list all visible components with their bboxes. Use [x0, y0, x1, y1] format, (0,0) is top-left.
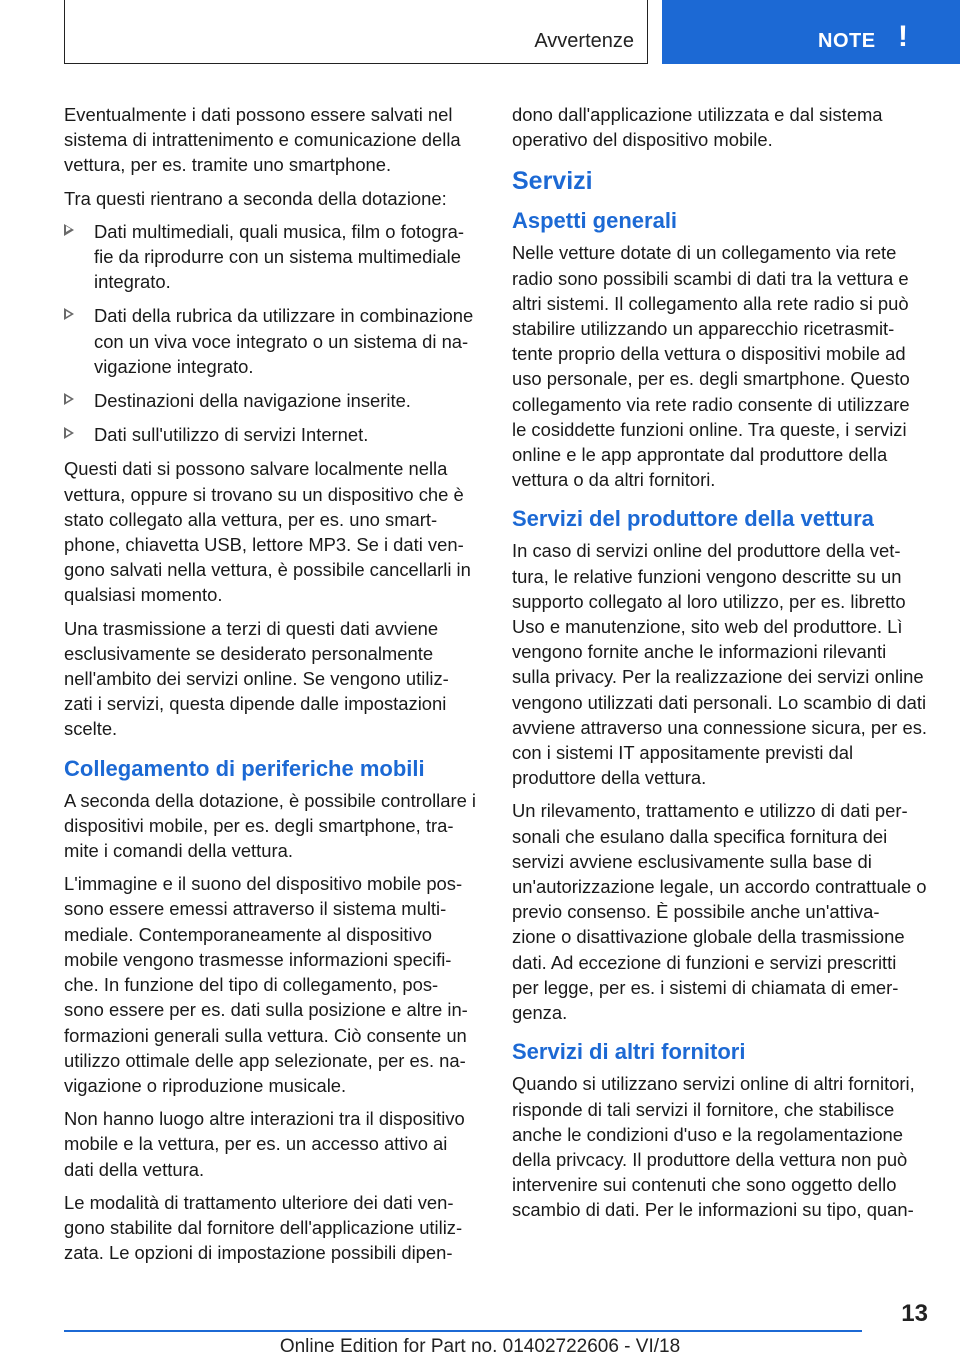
paragraph: In caso di servizi online del produttore della vet‐ tura, le relative funzioni vengono descritte su un supporto collegato al loro utilizzo, per es. libretto Uso e manutenzione, sito web del produttore. Lì vengono fornite anche le informazioni rilevanti sulla privacy. Per la realizzazione dei servizi online vengono utilizzati dati personali. Lo scambio di dati avviene attraverso una connessione sicura, per es. con i sistemi IT appositamente previsti dal produttore della vettura. — [512, 540, 928, 789]
chapter-heading: Servizi — [512, 167, 593, 196]
section-heading: Servizi di altri fornitori — [512, 1039, 746, 1065]
bullet-list — [64, 219, 480, 448]
paragraph: A seconda della dotazione, è possibile controllare i dispositivi mobile, per es. degli smartphone, tra‐ mite i comandi della vettura. — [64, 789, 477, 862]
left-column — [64, 102, 480, 1273]
note-tab-label: NOTE — [818, 30, 876, 52]
edition-footer: Online Edition for Part no. 01402722606 - VI/18 — [279, 1336, 681, 1357]
footer-divider — [64, 1330, 862, 1332]
right-column — [512, 102, 928, 1231]
paragraph: Quando si utilizzano servizi online di altri fornitori, risponde di tali servizi il fornitore, che stabilisce anche le condizioni d'uso e la regolamentazione della privcacy. Il produttore della vettura non può intervenire sui contenuti che sono oggetto dello scambio di dati. Per le informazioni su tipo, quan‐ — [512, 1073, 915, 1221]
list-item-text: Dati multimediali, quali musica, film o fotogra‐ fie da riprodurre con un sistema multimediale integrato. — [94, 220, 464, 293]
paragraph: Un rilevamento, trattamento e utilizzo di dati per‐ sonali che esulano dalla specifica fornitura dei servizi avviene esclusivamente sulla base di un'autorizzazione legale, un accordo contrattuale o previo consenso. È possibile anche un'attiva‐ zione o disattivazione globale della trasmissione dati. Ad eccezione di funzioni e servizi prescritti per legge, per es. i sistemi di chiamata di emer‐ genza. — [512, 800, 927, 1024]
paragraph: Una trasmissione a terzi di questi dati avviene esclusivamente se desiderato personalmente nell'ambito dei servizi online. Se vengono utiliz‐ zati i servizi, questa dipende dalle impostazioni scelte. — [64, 617, 449, 740]
section-heading: Collegamento di periferiche mobili — [64, 755, 425, 781]
page-number: 13 — [901, 1300, 928, 1327]
list-item — [64, 219, 480, 295]
list-item-text: Dati della rubrica da utilizzare in combinazione con un viva voce integrato o un sistema di na‐ vigazione integrato. — [94, 305, 474, 377]
paragraph: Le modalità di trattamento ulteriore dei dati ven‐ gono stabilite dal fornitore dell'applicazione utiliz‐ zata. Le opzioni di impostazione possibili dipen‐ — [64, 1191, 463, 1264]
triangle-bullet-icon — [64, 393, 74, 405]
list-item — [64, 303, 480, 379]
list-item — [64, 422, 480, 447]
exclamation-icon: ! — [898, 20, 908, 53]
triangle-bullet-icon — [64, 427, 74, 439]
note-tab — [662, 0, 960, 64]
list-item-text: Dati sull'utilizzo di servizi Internet. — [94, 424, 369, 446]
section-heading: Aspetti generali — [512, 208, 678, 234]
triangle-bullet-icon — [64, 308, 74, 320]
paragraph: Tra questi rientrano a seconda della dotazione: — [64, 187, 447, 209]
paragraph: Nelle vetture dotate di un collegamento via rete radio sono possibili scambi di dati tra la vettura e altri sistemi. Il collegamento alla rete radio si può stabilire utilizzando un apparecchio ricetrasmit‐ tente proprio della vettura o dispositivi mobile ad uso personale, per es. degli smartphone. Questo collegamento via rete radio consente di utilizzare le cosiddette funzioni online. Tra queste, i servizi online e le app approntate dal produttore della vettura o da altri fornitori. — [512, 242, 910, 491]
paragraph: dono dall'applicazione utilizzata e dal sistema operativo del dispositivo mobile. — [512, 104, 883, 151]
paragraph: Non hanno luogo altre interazioni tra il dispositivo mobile e la vettura, per es. un accesso attivo ai dati della vettura. — [64, 1108, 465, 1180]
paragraph: L'immagine e il suono del dispositivo mobile pos‐ sono essere emessi attraverso il sistema multi‐ mediale. Contemporaneamente al dispositivo mobile vengono trasmesse informazioni specifi‐ che. In funzione del tipo di collegamento, pos‐ sono essere per es. dati sulla posizione e altre in‐ formazioni generali sulla vettura. Ciò consente un utilizzo ottimale delle app selezionate, per es. na‐ vigazione o riproduzione musicale. — [64, 873, 468, 1096]
list-item-text: Destinazioni della navigazione inserite. — [94, 390, 411, 412]
section-title: Avvertenze — [534, 30, 634, 52]
paragraph: Eventualmente i dati possono essere salvati nel sistema di intrattenimento e comunicazione della vettura, per es. tramite uno smartphone. — [64, 104, 461, 176]
section-heading: Servizi del produttore della vettura — [512, 506, 874, 532]
paragraph: Questi dati si possono salvare localmente nella vettura, oppure si trovano su un dispositivo che è stato collegato alla vettura, per es. uno smart‐ phone, chiavetta USB, lettore MP3. Se i dati ven‐ gono salvati nella vettura, è possibile cancellarli in qualsiasi momento. — [64, 458, 471, 606]
list-item — [64, 388, 480, 413]
triangle-bullet-icon — [64, 224, 74, 236]
